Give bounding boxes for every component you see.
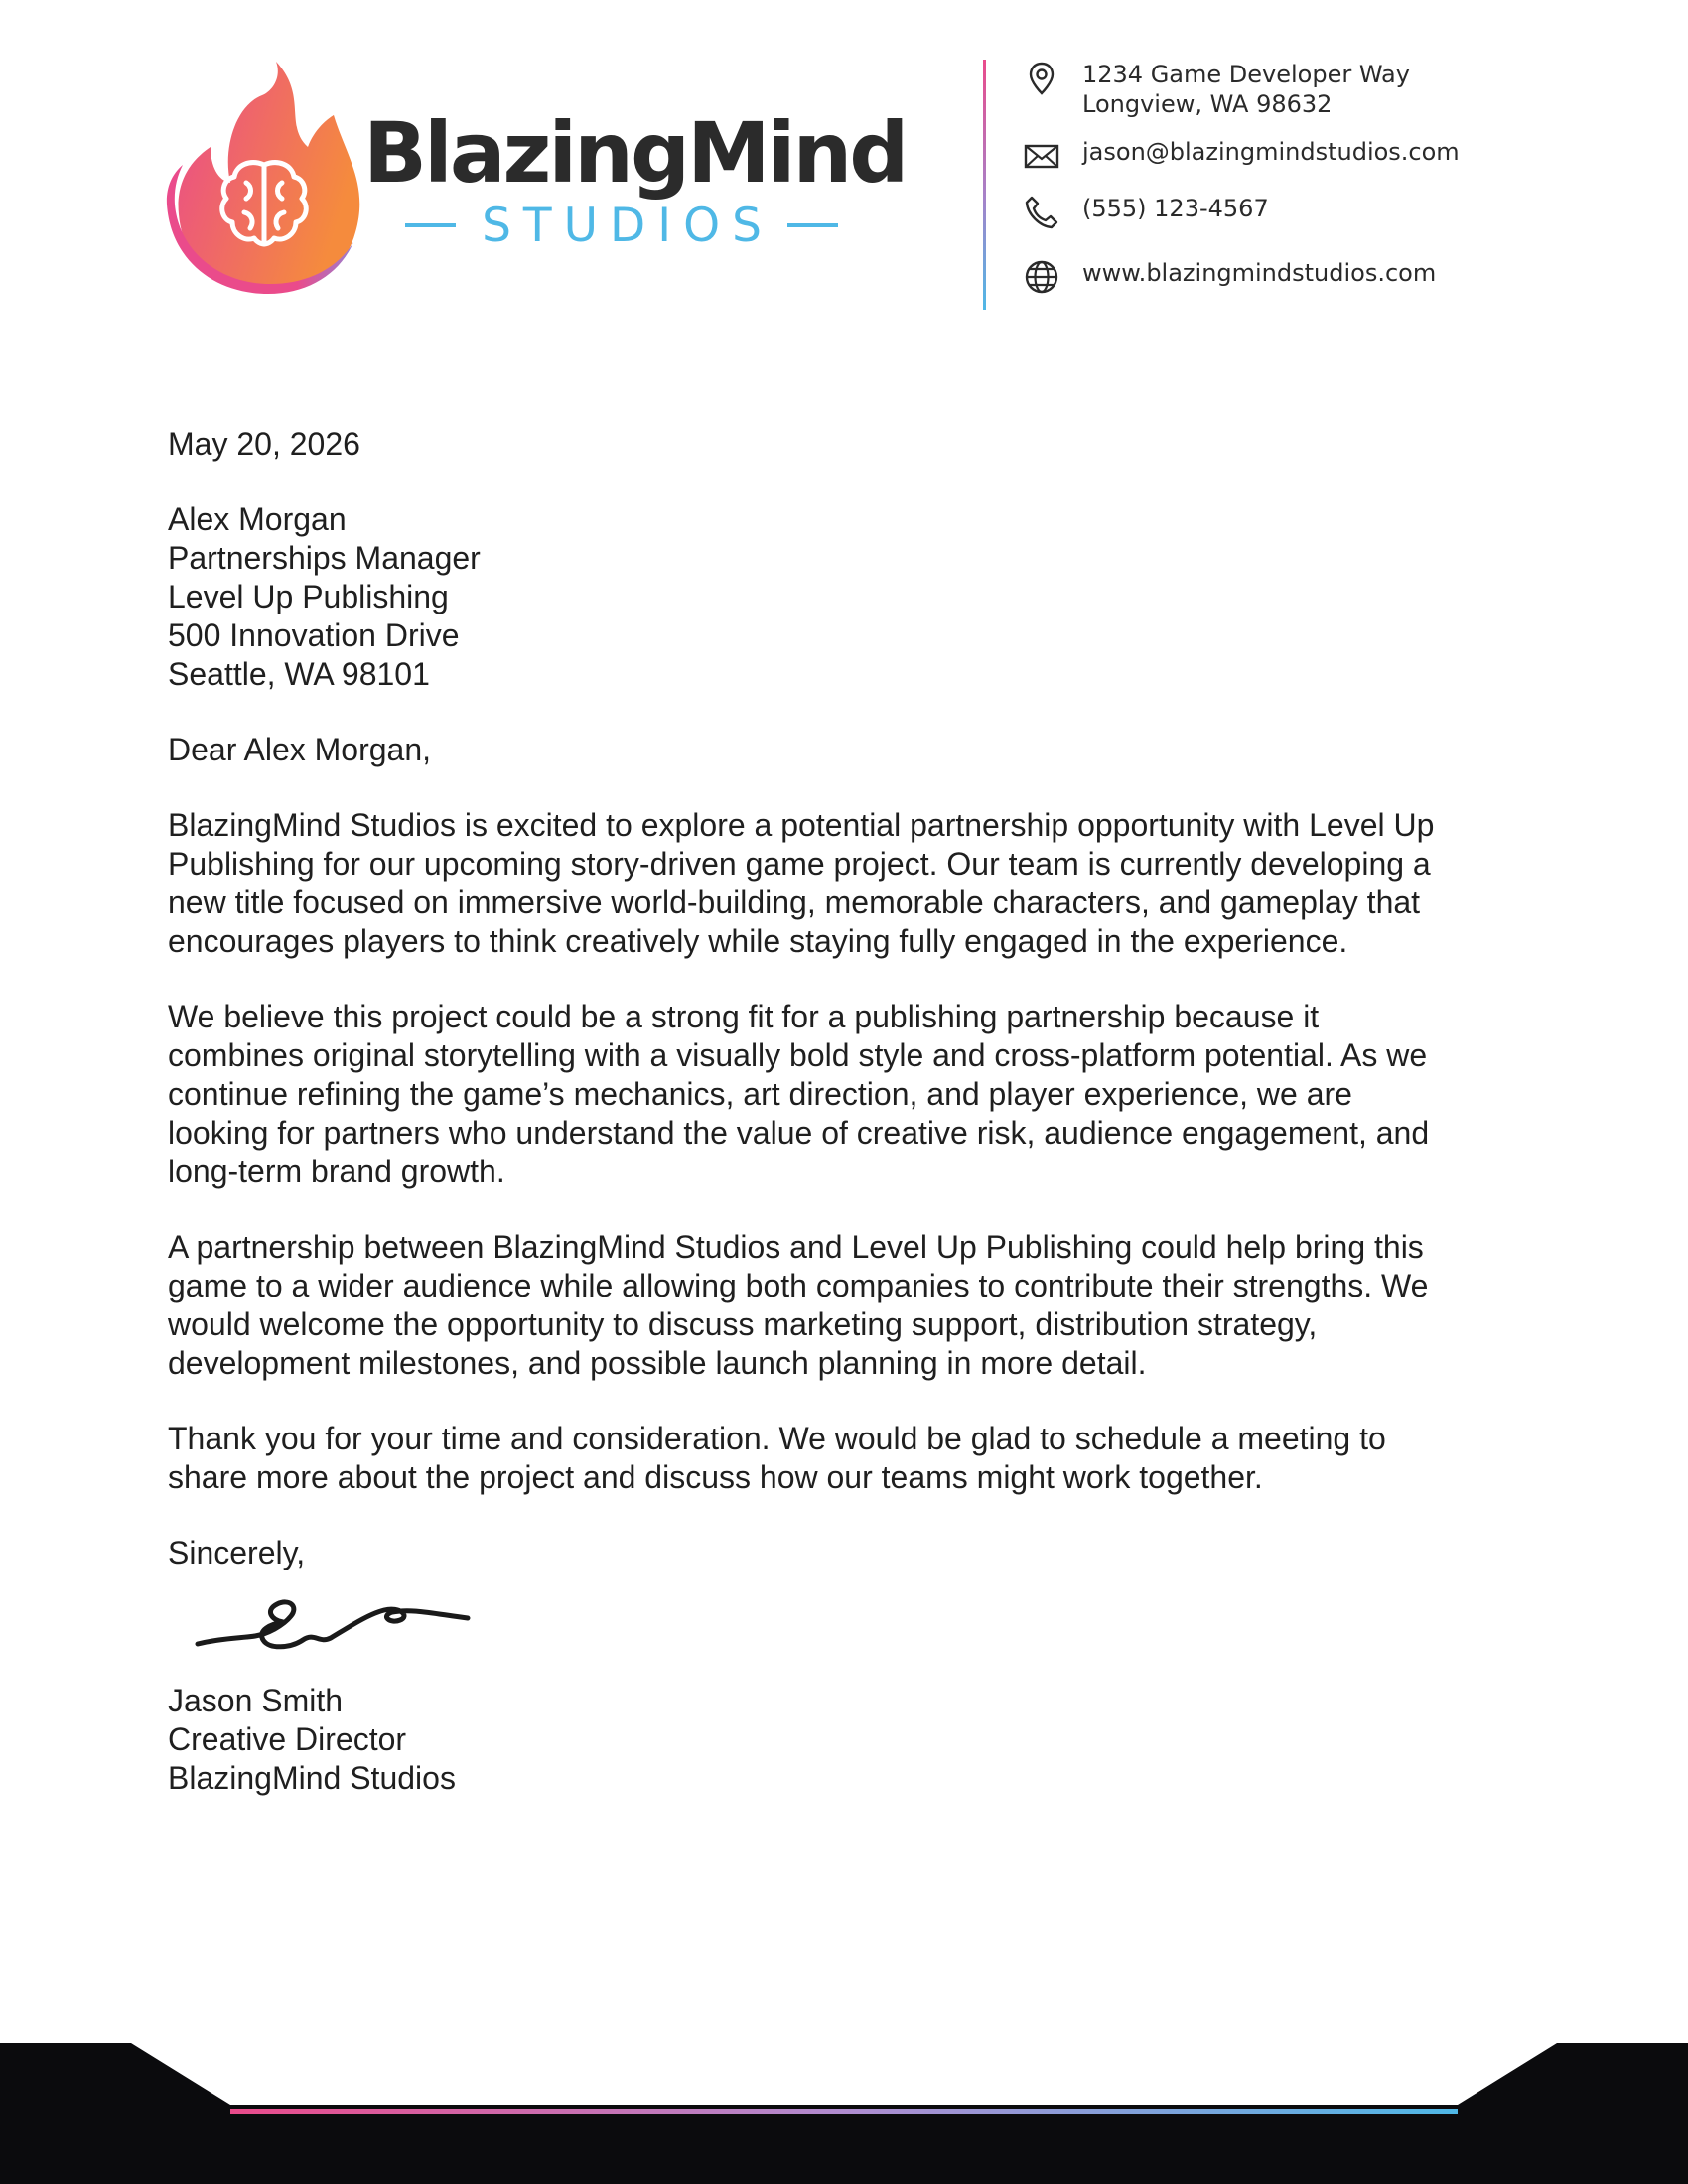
- flame-logo: [159, 56, 367, 296]
- recipient-line: Seattle, WA 98101: [168, 656, 430, 692]
- address-line1: 1234 Game Developer Way: [1082, 61, 1410, 88]
- recipient-line: Level Up Publishing: [168, 579, 449, 614]
- paragraph-line: continue refining the game’s mechanics, art direction, and player experience, we are: [168, 1076, 1352, 1112]
- paragraph-line: would welcome the opportunity to discuss marketing support, distribution strategy,: [168, 1306, 1318, 1342]
- brand-name: BlazingMind: [363, 104, 907, 202]
- letter-date: May 20, 2026: [168, 426, 360, 462]
- paragraph: [168, 1228, 1498, 1383]
- paragraph: [168, 1420, 1498, 1497]
- footer-accent-line: [230, 2109, 1458, 2114]
- left-dash: [405, 223, 456, 227]
- paragraph-line: Thank you for your time and consideration. We would be glad to schedule a meeting to: [168, 1421, 1386, 1456]
- recipient-block: [168, 500, 1498, 694]
- recipient-line: Alex Morgan: [168, 501, 347, 537]
- paragraph: [168, 998, 1498, 1191]
- mail-icon: [1023, 137, 1060, 175]
- phone-text[interactable]: (555) 123-4567: [1082, 195, 1269, 222]
- footer-band: [0, 2043, 1688, 2184]
- closing: Sincerely,: [168, 1535, 306, 1570]
- paragraph-line: We believe this project could be a strong fit for a publishing partnership because it: [168, 999, 1320, 1034]
- recipient-line: 500 Innovation Drive: [168, 617, 460, 653]
- contact-email: [1023, 137, 1460, 175]
- contact-website: [1023, 258, 1436, 296]
- recipient-line: Partnerships Manager: [168, 540, 481, 576]
- phone-icon: [1023, 194, 1060, 231]
- contact-phone: [1023, 194, 1269, 231]
- globe-icon: [1023, 258, 1060, 296]
- salutation: Dear Alex Morgan,: [168, 732, 432, 767]
- paragraph-line: looking for partners who understand the value of creative risk, audience engagement, and: [168, 1115, 1430, 1151]
- paragraph-line: A partnership between BlazingMind Studios and Level Up Publishing could help bring this: [168, 1229, 1424, 1265]
- address-line2: Longview, WA 98632: [1082, 90, 1333, 118]
- paragraph: [168, 806, 1498, 961]
- paragraph-line: development milestones, and possible launch planning in more detail.: [168, 1345, 1147, 1381]
- location-icon: [1023, 60, 1060, 97]
- signer-line: BlazingMind Studios: [168, 1760, 456, 1796]
- website-text[interactable]: www.blazingmindstudios.com: [1082, 259, 1437, 287]
- signature: [192, 1586, 490, 1662]
- brand-subtitle: [405, 198, 838, 253]
- paragraph-line: BlazingMind Studios is excited to explore a potential partnership opportunity with Level Up: [168, 807, 1435, 843]
- header-divider: [983, 60, 986, 310]
- signer-block: [168, 1682, 1498, 1798]
- signer-line: Creative Director: [168, 1721, 407, 1757]
- signer-line: Jason Smith: [168, 1683, 344, 1718]
- paragraph-line: Publishing for our upcoming story-driven game project. Our team is currently developing a: [168, 846, 1431, 882]
- email-text[interactable]: jason@blazingmindstudios.com: [1082, 138, 1460, 166]
- right-dash: [787, 223, 838, 227]
- paragraph-line: encourages players to think creatively while staying fully engaged in the experience.: [168, 923, 1348, 959]
- brand-subtitle-text: STUDIOS: [482, 198, 774, 253]
- paragraph-line: long-term brand growth.: [168, 1154, 505, 1189]
- paragraph-line: new title focused on immersive world-building, memorable characters, and gameplay that: [168, 885, 1421, 920]
- paragraph-line: combines original storytelling with a visually bold style and cross-platform potential. As we: [168, 1037, 1428, 1073]
- contact-address: [1023, 60, 1410, 119]
- paragraph-line: share more about the project and discuss how our teams might work together.: [168, 1459, 1263, 1495]
- letter-body: [168, 425, 1498, 1798]
- paragraph-line: game to a wider audience while allowing both companies to contribute their strengths. We: [168, 1268, 1429, 1303]
